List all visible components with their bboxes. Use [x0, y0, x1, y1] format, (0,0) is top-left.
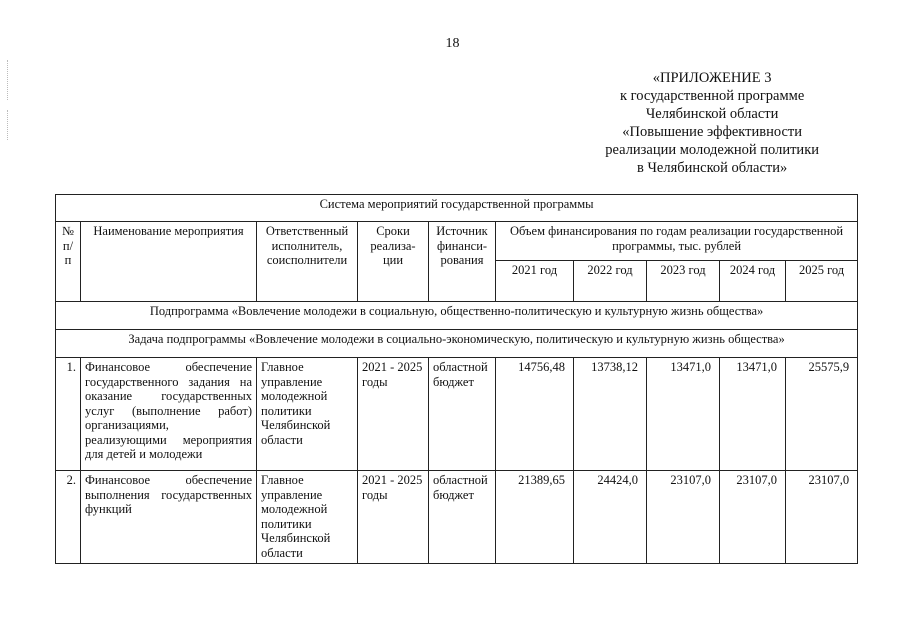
row-num: 1. — [56, 358, 81, 471]
header-funding: Объем финансирования по годам реализации государственной программы, тыс. рублей — [496, 222, 858, 261]
header-year-2025: 2025 год — [786, 261, 858, 302]
row-num: 2. — [56, 471, 81, 564]
row-terms: 2021 - 2025 годы — [358, 471, 429, 564]
header-year-2021: 2021 год — [496, 261, 574, 302]
header-year-2022: 2022 год — [574, 261, 647, 302]
appendix-line: реализации молодежной политики — [605, 142, 819, 158]
row-value-2021: 21389,65 — [496, 471, 574, 564]
row-value-2023: 23107,0 — [647, 471, 720, 564]
header-source: Источник финанси- рования — [429, 222, 496, 302]
program-activities-table — [55, 194, 858, 564]
appendix-line: Челябинской области — [645, 106, 779, 122]
header-num: № п/п — [56, 222, 81, 302]
table-row — [56, 471, 858, 564]
appendix-line: к государственной программе — [619, 88, 805, 104]
header-name: Наименование мероприятия — [81, 222, 257, 302]
task-title: Задача подпрограммы «Вовлечение молодежи в социально-экономическую, политическую и культурную жизнь общества» — [56, 330, 858, 358]
row-source: областной бюджет — [429, 358, 496, 471]
page-number: 18 — [445, 36, 460, 51]
header-terms: Сроки реализа- ции — [358, 222, 429, 302]
row-name: Финансовое обеспечение выполнения государственных функций — [81, 471, 257, 564]
row-value-2022: 13738,12 — [574, 358, 647, 471]
appendix-line: в Челябинской области» — [637, 160, 788, 176]
row-value-2022: 24424,0 — [574, 471, 647, 564]
row-value-2023: 13471,0 — [647, 358, 720, 471]
header-year-2023: 2023 год — [647, 261, 720, 302]
appendix-line: «Повышение эффективности — [622, 124, 802, 140]
row-value-2021: 14756,48 — [496, 358, 574, 471]
appendix-line: «ПРИЛОЖЕНИЕ 3 — [652, 70, 772, 86]
row-source: областной бюджет — [429, 471, 496, 564]
header-executor: Ответственный исполнитель, соисполнители — [257, 222, 358, 302]
row-name: Финансовое обеспечение государственного задания на оказание государственных услуг (выполнение работ) организациями, реализующими мероприятия для детей и молодежи — [81, 358, 257, 471]
row-value-2025: 23107,0 — [786, 471, 858, 564]
row-terms: 2021 - 2025 годы — [358, 358, 429, 471]
row-value-2024: 23107,0 — [720, 471, 786, 564]
header-year-2024: 2024 год — [720, 261, 786, 302]
scan-edge-mark — [7, 110, 9, 140]
row-executor: Главное управление молодежной политики Челябинской области — [257, 358, 358, 471]
appendix-header — [605, 69, 819, 177]
row-value-2025: 25575,9 — [786, 358, 858, 471]
scan-edge-mark — [7, 60, 9, 100]
row-value-2024: 13471,0 — [720, 358, 786, 471]
subprogram-title: Подпрограмма «Вовлечение молодежи в социальную, общественно-политическую и культурную жизнь общества» — [56, 302, 858, 330]
table-title: Система мероприятий государственной программы — [56, 195, 858, 222]
row-executor: Главное управление молодежной политики Челябинской области — [257, 471, 358, 564]
table-row — [56, 358, 858, 471]
